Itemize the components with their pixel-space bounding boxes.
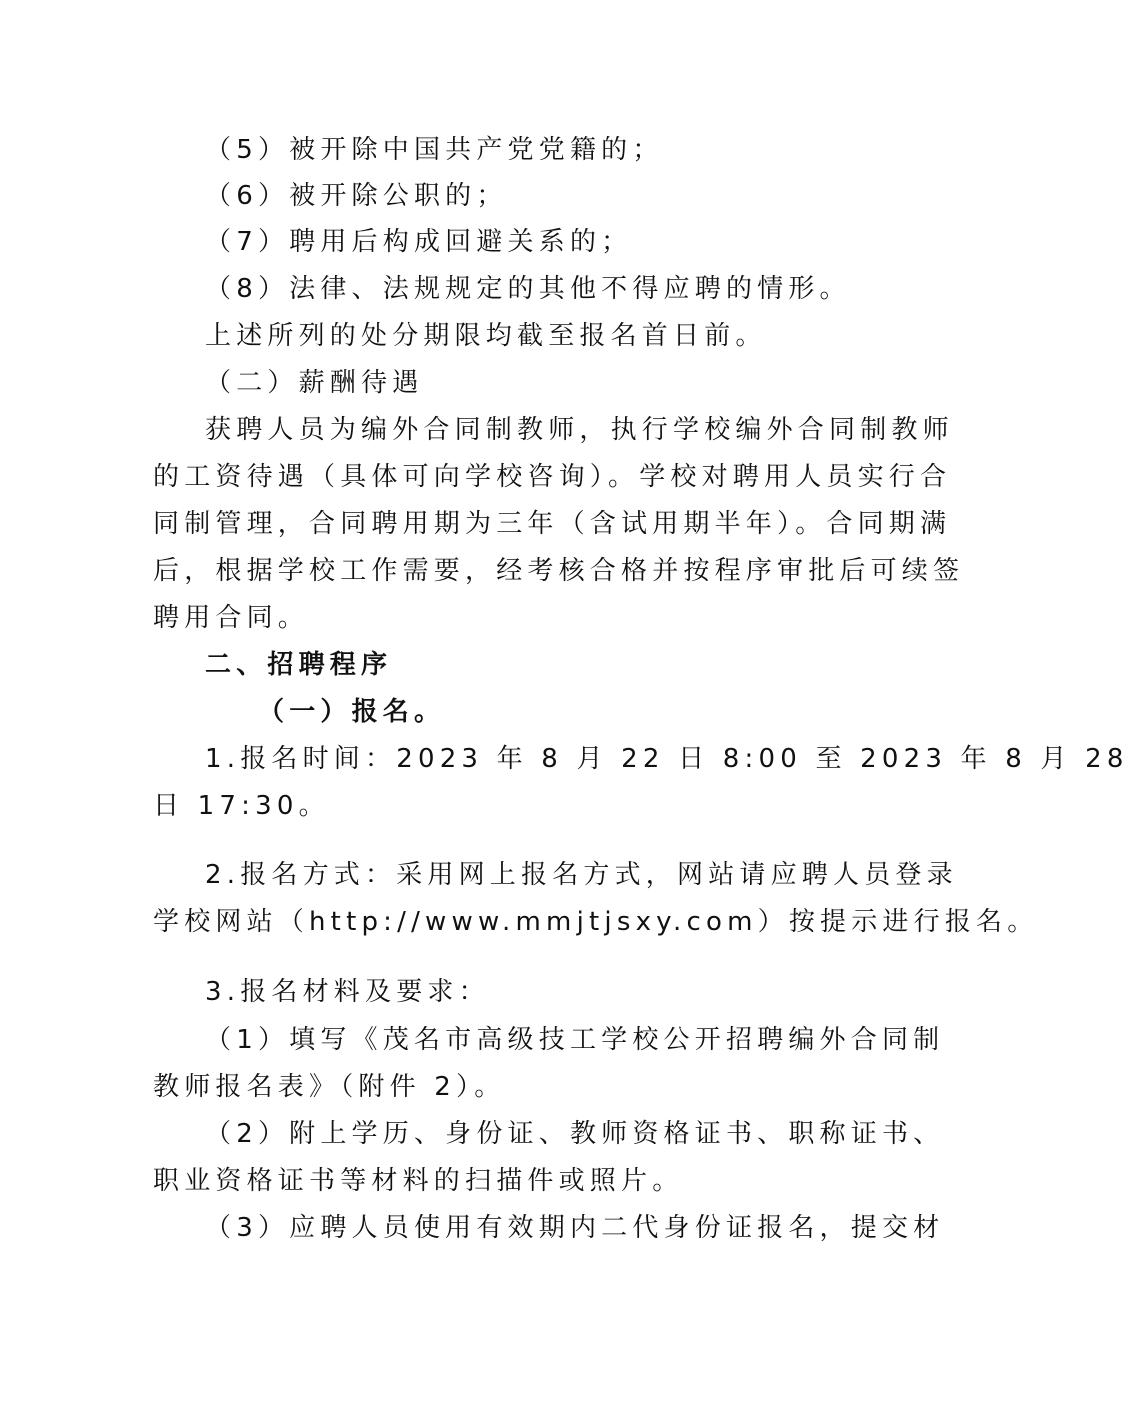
paragraph-line: 3.报名材料及要求： bbox=[205, 977, 490, 1007]
paragraph-line: 学校网站（http://www.mmjtjsxy.com）按提示进行报名。 bbox=[153, 907, 1039, 937]
list-item-7: （7）聘用后构成回避关系的； bbox=[205, 227, 633, 257]
list-item-3: （3）应聘人员使用有效期内二代身份证报名，提交材 bbox=[205, 1213, 945, 1243]
paragraph-line: 1.报名时间：2023 年 8 月 22 日 8:00 至 2023 年 8 月 28 bbox=[205, 744, 1129, 774]
paragraph-line: 后，根据学校工作需要，经考核合格并按程序审批后可续签 bbox=[153, 556, 965, 586]
paragraph-line: 职业资格证书等材料的扫描件或照片。 bbox=[153, 1166, 684, 1196]
paragraph-line: 教师报名表》（附件 2）。 bbox=[153, 1072, 506, 1102]
list-item-5: （5）被开除中国共产党党籍的； bbox=[205, 135, 664, 165]
paragraph-line: 聘用合同。 bbox=[153, 603, 310, 633]
paragraph-line: 日 17:30。 bbox=[153, 791, 330, 821]
paragraph-line: 获聘人员为编外合同制教师，执行学校编外合同制教师 bbox=[205, 415, 954, 445]
paragraph-line: 的工资待遇（具体可向学校咨询）。学校对聘用人员实行合 bbox=[153, 462, 952, 492]
paragraph-line: 同制管理，合同聘用期为三年（含试用期半年）。合同期满 bbox=[153, 509, 952, 539]
paragraph-line: 2.报名方式：采用网上报名方式，网站请应聘人员登录 bbox=[205, 860, 958, 890]
list-item-2: （2）附上学历、身份证、教师资格证书、职称证书、 bbox=[205, 1119, 945, 1149]
subsection-heading-registration: （一）报名。 bbox=[258, 697, 446, 727]
section-heading-procedure: 二、招聘程序 bbox=[205, 650, 393, 680]
paragraph-line: 上述所列的处分期限均截至报名首日前。 bbox=[205, 321, 767, 351]
list-item-8: （8）法律、法规规定的其他不得应聘的情形。 bbox=[205, 274, 851, 304]
list-item-6: （6）被开除公职的； bbox=[205, 181, 508, 211]
section-heading-salary: （二）薪酬待遇 bbox=[205, 368, 424, 398]
list-item-1: （1）填写《茂名市高级技工学校公开招聘编外合同制 bbox=[205, 1025, 945, 1055]
